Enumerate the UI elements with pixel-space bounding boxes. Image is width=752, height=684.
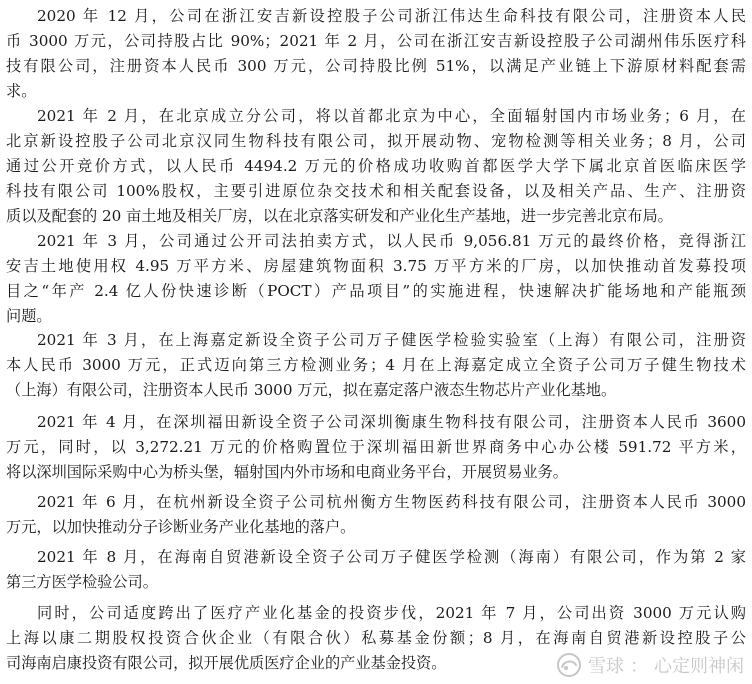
text-line: 技有限公司，注册资本人民币 300 万元，公司持股比例 51%，以满足产业链上下游原材料配套需 — [6, 57, 746, 75]
text-line: 安吉土地使用权 4.95 万平方米、房屋建筑物面积 3.75 万平方米的厂房，以加快推动首发募投项 — [6, 257, 746, 275]
paragraph-hainan-lab — [0, 545, 752, 595]
paragraph-shenzhen — [0, 410, 752, 485]
text-line: 万元，以加快推动分子诊断业务产业化基地的落户。 — [6, 518, 356, 536]
text-line: 质以及配套的 20 亩土地及相关厂房，以在北京落实研发和产业化生产基地，进一步完善北京布局。 — [6, 207, 673, 225]
text-line: 求。 — [6, 82, 37, 100]
text-line: 将以深圳国际采购中心为桥头堡，辐射国内外市场和电商业务平台，开展贸易业务。 — [6, 463, 568, 481]
paragraph-beijing — [0, 104, 752, 229]
text-line: 科技有限公司 100%股权，主要引进原位杂交技术和相关配套设备，以及相关产品、生产、注册资 — [6, 182, 746, 200]
paragraph-shanghai — [0, 328, 752, 403]
text-line: 万元，同时，以 3,272.21 万元的价格购置位于深圳福田新世界商务中心办公楼 591.72 平方米， — [6, 438, 746, 456]
text-line: （上海）有限公司，注册资本人民币 3000 万元，拟在嘉定落户液态生物芯片产业化基地。 — [6, 381, 617, 399]
watermark-site: 雪球 — [588, 656, 624, 677]
watermark — [556, 652, 744, 678]
text-line: 2021 年 3 月，在上海嘉定新设全资子公司万子健医学检验实验室（上海）有限公司，注册资 — [37, 331, 746, 349]
paragraph-hangzhou — [0, 490, 752, 540]
text-line: 司海南启康投资有限公司，拟开展优质医疗企业的产业基金投资。 — [6, 654, 447, 672]
text-line: 2020 年 12 月，公司在浙江安吉新设控股子公司浙江伟达生命科技有限公司，注册资本人民 — [37, 7, 746, 25]
watermark-separator: ： — [630, 656, 648, 677]
text-line: 同时，公司适度跨出了医疗产业化基金的投资步伐，2021 年 7 月，公司出资 3000 万元认购 — [37, 604, 746, 622]
text-line: 2021 年 2 月，在北京成立分公司，将以首都北京为中心，全面辐射国内市场业务；6 月，在 — [37, 107, 746, 125]
text-line: 第三方医学检验公司。 — [6, 573, 158, 591]
text-line: 目之“年产 2.4 亿人份快速诊断（POCT）产品项目”的实施进程，快速解决扩能场地和产能瓶颈 — [6, 282, 746, 300]
text-line: 2021 年 8 月，在海南自贸港新设全资子公司万子健医学检测（海南）有限公司，作为第 2 家 — [37, 548, 746, 566]
paragraph-anji-auction — [0, 229, 752, 329]
text-line: 问题。 — [6, 307, 52, 325]
text-line: 本人民币 3000 万元，正式迈向第三方检测业务；4 月在上海嘉定成立全资子公司万子健生物技术 — [6, 356, 746, 374]
paragraph-weida-weile — [0, 4, 752, 104]
watermark-author: 心定则神闲 — [654, 656, 744, 677]
text-line: 2021 年 6 月，在杭州新设全资子公司杭州衡方生物医药科技有限公司，注册资本人民币 3000 — [37, 493, 746, 511]
text-line: 币 3000 万元，公司持股占比 90%；2021 年 2 月，公司在浙江安吉新设控股子公司湖州伟乐医疗科 — [6, 32, 746, 50]
text-line: 上海以康二期股权投资合伙企业（有限合伙）私募基金份额；8 月，在海南自贸港新设控股子公 — [6, 629, 746, 647]
snowball-logo-icon — [556, 652, 582, 678]
text-line: 2021 年 3 月，公司通过公开司法拍卖方式，以人民币 9,056.81 万元的最终价格，竞得浙江 — [37, 232, 746, 250]
text-line: 通过公开竞价方式，以人民币 4494.2 万元的价格成功收购首都医学大学下属北京首医临床医学 — [6, 157, 746, 175]
text-line: 北京新设控股子公司北京汉同生物科技有限公司，拟开展动物、宠物检测等相关业务；8 月，公司 — [6, 132, 746, 150]
text-line: 2021 年 4 月，在深圳福田新设全资子公司深圳衡康生物科技有限公司，注册资本人民币 3600 — [37, 413, 746, 431]
